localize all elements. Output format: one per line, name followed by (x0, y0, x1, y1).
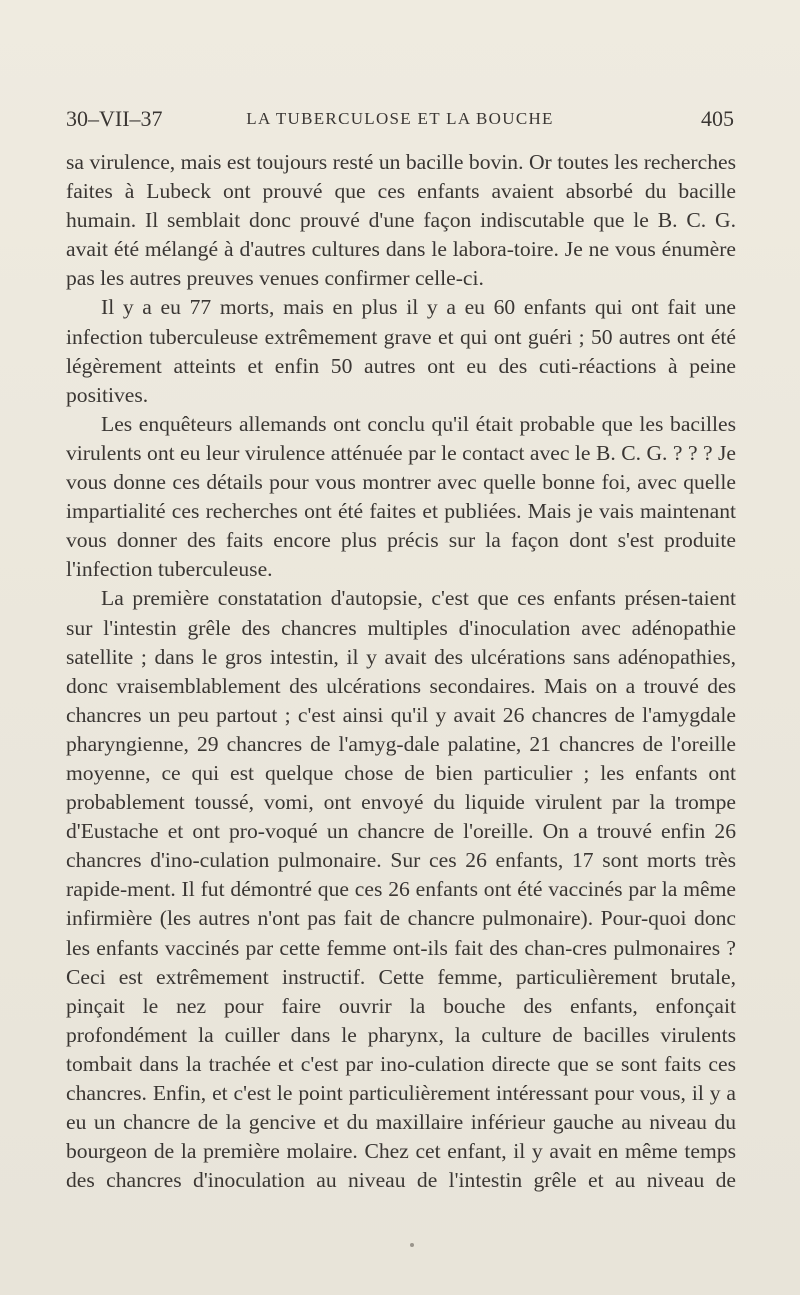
page-number: 405 (701, 106, 734, 131)
print-mark (410, 1243, 414, 1247)
paragraph-continuation: sa virulence, mais est toujours resté un bacille bovin. Or toutes les recherches faites à Lubeck ont prouvé que ces enfants avaient absorbé du bacille humain. Il semblait donc prouvé d'une façon indiscutable que le B. C. G. avait été mélangé à d'autres cultures dans le labora-toire. Je ne vous énumère pas les autres preuves venues confirmer celle-ci. (66, 150, 736, 291)
header-date: 30–VII–37 (66, 106, 163, 131)
paragraph-deaths: Il y a eu 77 morts, mais en plus il y a eu 60 enfants qui ont fait une infection tuberculeuse extrêmement grave et qui ont guéri ; 50 autres ont été légèrement atteints et enfin 50 autres ont eu des cuti-réactions à peine positives. (66, 295, 736, 407)
body-text (66, 148, 736, 1195)
running-title: LA TUBERCULOSE ET LA BOUCHE (246, 109, 554, 128)
paragraph-autopsy: La première constatation d'autopsie, c'est que ces enfants présen-taient sur l'intestin grêle des chancres multiples d'inoculation avec adénopathie satellite ; dans le gros intestin, il y avait des ulcérations sans adénopathies, donc vraisemblablement des ulcérations secondaires. Mais on a trouvé des chancres un peu partout ; c'est ainsi qu'il y avait 26 chancres de l'amygdale pharyngienne, 29 chancres de l'amyg-dale palatine, 21 chancres de l'oreille moyenne, ce qui est quelque chose de bien particulier ; les enfants ont probablement toussé, vomi, ont envoyé du liquide virulent par la trompe d'Eustache et ont pro-voqué un chancre de l'oreille. On a trouvé enfin 26 chancres d'ino-culation pulmonaire. Sur ces 26 enfants, 17 sont morts très rapide-ment. Il fut démontré que ces 26 enfants ont été vaccinés par la même infirmière (les autres n'ont pas fait de chancre pulmonaire). Pour-quoi donc les enfants vaccinés par cette femme ont-ils fait des chan-cres pulmonaires ? Ceci est extrêmement instructif. Cette femme, particulièrement brutale, pinçait le nez pour faire ouvrir la bouche des enfants, enfonçait profondément la cuiller dans le pharynx, la culture de bacilles virulents tombait dans la trachée et c'est par ino-culation directe que se sont faits ces chancres. Enfin, et c'est le point particulièrement intéressant pour vous, il y a eu un chancre de la gencive et du maxillaire inférieur gauche au niveau du bourgeon de la première molaire. Chez cet enfant, il y avait en même temps des chancres d'inoculation au niveau de l'intestin grêle et au niveau de (66, 586, 736, 1193)
paragraph-investigators: Les enquêteurs allemands ont conclu qu'il était probable que les bacilles virulents ont eu leur virulence atténuée par le contact avec le B. C. G. ? ? ? Je vous donne ces détails pour vous montrer avec quelle bonne foi, avec quelle impartialité ces recherches ont été faites et publiées. Mais je vais maintenant vous donner des faits encore plus précis sur la façon dont s'est produite l'infection tuberculeuse. (66, 411, 736, 582)
running-header (66, 103, 734, 135)
